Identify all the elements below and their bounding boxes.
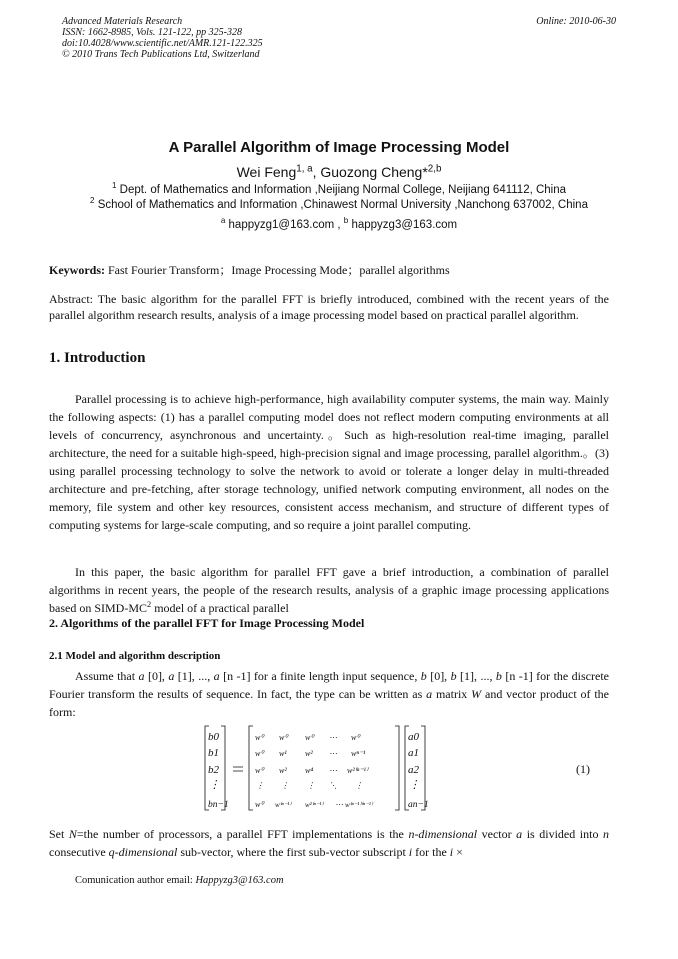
email-a: happyzg1@163.com , bbox=[225, 219, 344, 231]
aff-1-text: Dept. of Mathematics and Information ,Neijiang Normal College, Neijiang 641112, China bbox=[116, 184, 567, 196]
intro-paragraph-2 bbox=[49, 563, 609, 617]
set-t4: is divided into bbox=[522, 827, 603, 841]
footnote bbox=[75, 875, 284, 886]
lhs-3: ⋮ bbox=[209, 779, 220, 791]
footnote-label: Comunication author email: bbox=[75, 875, 196, 886]
var-b: b bbox=[495, 669, 502, 683]
model-t3: [1], ..., bbox=[174, 669, 214, 683]
set-t7: for the bbox=[412, 845, 450, 859]
lhs-4: bn−1 bbox=[208, 800, 229, 810]
m-2-0: w⁰ bbox=[255, 766, 264, 775]
set-t1: Set bbox=[49, 827, 69, 841]
m-4-0: w⁰ bbox=[255, 800, 264, 809]
rhs-vector bbox=[408, 731, 429, 810]
m-2-3: ⋯ bbox=[329, 766, 337, 775]
rhs-right-bracket bbox=[421, 726, 425, 810]
intro-p2-sup: 2 bbox=[147, 600, 152, 609]
rhs-2: a2 bbox=[408, 764, 419, 776]
m-0-3: ⋯ bbox=[329, 733, 337, 742]
var-a: a bbox=[138, 669, 145, 683]
footnote-email: Happyzg3@163.com bbox=[195, 875, 284, 886]
matrix-body bbox=[255, 733, 374, 809]
set-t5: consecutive bbox=[49, 845, 109, 859]
n-dimensional: n-dimensional bbox=[408, 827, 478, 841]
equation-number: (1) bbox=[576, 762, 590, 776]
affiliation-1 bbox=[0, 181, 678, 196]
matrix-right-bracket bbox=[395, 726, 399, 810]
intro-p2-tail: model of a practical parallel bbox=[151, 601, 289, 615]
m-2-1: w² bbox=[279, 766, 287, 775]
lhs-vector bbox=[208, 731, 229, 810]
model-t6: [1], ..., bbox=[456, 669, 496, 683]
model-t8: matrix bbox=[432, 687, 472, 701]
model-t1: Assume that bbox=[75, 669, 139, 683]
set-t2: =the number of processors, a parallel FFT implementations is the bbox=[76, 827, 409, 841]
section-2-heading: 2. Algorithms of the parallel FFT for Image Processing Model bbox=[49, 616, 365, 630]
section-2-1-heading: 2.1 Model and algorithm description bbox=[49, 650, 221, 662]
m-1-3: ⋯ bbox=[329, 749, 337, 758]
rhs-0: a0 bbox=[408, 731, 419, 743]
keywords-label: Keywords: bbox=[49, 263, 105, 277]
intro-p2-text: In this paper, the basic algorithm for parallel FFT gave a brief introduction, a combination of parallel algorithms in recent years, the people of the research results, analysis of a graphic image processing applications based on SIMD-MC bbox=[49, 565, 609, 615]
set-t6: sub-vector, where the first sub-vector subscript bbox=[177, 845, 409, 859]
m-4-2: w²⁽ⁿ⁻¹⁾ bbox=[305, 801, 324, 809]
m-1-1: w¹ bbox=[279, 749, 287, 758]
author-emails bbox=[0, 216, 678, 231]
journal-doi: doi:10.4028/www.scientific.net/AMR.121-122.325 bbox=[62, 38, 263, 49]
m-1-0: w⁰ bbox=[255, 749, 264, 758]
m-3-0: ⋮ bbox=[256, 781, 264, 790]
m-0-4: w⁰ bbox=[351, 733, 360, 742]
var-a: a bbox=[426, 687, 433, 701]
aff-2-sup: 2 bbox=[90, 196, 95, 206]
m-2-4: w²⁽ⁿ⁻¹⁾ bbox=[347, 766, 368, 775]
m-3-4: ⋮ bbox=[355, 781, 363, 790]
lhs-2: b2 bbox=[208, 764, 219, 776]
m-0-0: w⁰ bbox=[255, 733, 264, 742]
aff-1-sup: 1 bbox=[111, 181, 117, 191]
matrix-left-bracket bbox=[249, 726, 253, 810]
author-2: Guozong Cheng* bbox=[320, 164, 428, 180]
intro-paragraph-1: Parallel processing is to achieve high-performance, high availability computer systems, the main way. Mainly the following aspects: (1) has a parallel computing model does not reflect modern computing environments at all levels of concurrency, asynchronous and uncertainty.。Such as high-resolution real-time imaging, parallel architecture, the need for a suitable high-speed, high-precision signal and image processing, parallel algorithm.。(3) using parallel processing technology to solve the network to avoid or tolerate a longer delay in multi-threaded architecture and pre-fetching, after storage technology, unified network computing environment, all nodes on the memory, file system and other key resources, consistent access mechanism, and structure of different types of computing systems for large-scale computing, and so require a joint parallel computing. bbox=[49, 392, 609, 532]
lhs-right-bracket bbox=[221, 726, 225, 810]
m-1-2: w² bbox=[305, 749, 313, 758]
m-4-1: w⁽ⁿ⁻¹⁾ bbox=[275, 801, 292, 809]
journal-copyright: © 2010 Trans Tech Publications Ltd, Switzerland bbox=[62, 49, 260, 60]
author-sep: , bbox=[312, 164, 321, 180]
var-W: W bbox=[471, 687, 482, 701]
keywords bbox=[49, 261, 609, 279]
var-b: b bbox=[450, 669, 457, 683]
model-t5: [0], bbox=[426, 669, 451, 683]
var-a: a bbox=[516, 827, 523, 841]
aff-2-text: School of Mathematics and Information ,Chinawest Normal University ,Nanchong 637002, China bbox=[94, 199, 588, 211]
m-3-2: ⋮ bbox=[307, 781, 315, 790]
author-2-sup: 2,b bbox=[427, 163, 442, 175]
set-paragraph bbox=[49, 825, 609, 861]
abstract: Abstract: The basic algorithm for the parallel FFT is briefly introduced, combined with the recent years of the parallel algorithm research results, analysis of a image processing model based on practical parallel algorithm. bbox=[49, 292, 609, 322]
model-t4: [n -1] for a finite length input sequence, bbox=[219, 669, 421, 683]
paper-title: A Parallel Algorithm of Image Processing Model bbox=[168, 139, 510, 156]
var-i: i bbox=[408, 845, 413, 859]
rhs-1: a1 bbox=[408, 747, 419, 759]
model-t2: [0], bbox=[144, 669, 169, 683]
var-b: b bbox=[420, 669, 427, 683]
equals-sign bbox=[233, 767, 243, 771]
journal-name: Advanced Materials Research bbox=[62, 16, 183, 27]
email-a-sup: a bbox=[220, 216, 226, 226]
rhs-3: ⋮ bbox=[409, 779, 420, 791]
equation-1 bbox=[195, 722, 555, 814]
journal-issn: ISSN: 1662-8985, Vols. 121-122, pp 325-328 bbox=[62, 27, 242, 38]
set-t3: vector bbox=[477, 827, 517, 841]
model-paragraph bbox=[49, 667, 609, 721]
affiliation-2 bbox=[0, 196, 678, 211]
model-t7: [n -1] for the discrete Fourier transform the results of sequence. In fact, the type can be written as bbox=[49, 669, 609, 701]
m-0-2: w⁰ bbox=[305, 733, 314, 742]
online-date: Online: 2010-06-30 bbox=[536, 16, 616, 27]
email-b: happyzg3@163.com bbox=[348, 219, 458, 231]
m-3-1: ⋮ bbox=[281, 781, 289, 790]
m-2-2: w⁴ bbox=[305, 766, 314, 775]
var-a: a bbox=[213, 669, 220, 683]
m-1-4: wⁿ⁻¹ bbox=[351, 749, 366, 758]
keywords-text: Fast Fourier Transform；Image Processing Mode；parallel algorithms bbox=[105, 263, 450, 277]
set-t8: × bbox=[453, 845, 463, 859]
var-n: n bbox=[603, 827, 609, 841]
m-4-4: w⁽ⁿ⁻¹⁾⁽ⁿ⁻¹⁾ bbox=[345, 801, 373, 809]
m-3-3: ⋱ bbox=[329, 781, 337, 790]
rhs-4: an−1 bbox=[408, 800, 429, 810]
author-1: Wei Feng bbox=[236, 164, 297, 180]
lhs-0: b0 bbox=[208, 731, 219, 743]
q-dimensional: q-dimensional bbox=[108, 845, 178, 859]
lhs-1: b1 bbox=[208, 747, 219, 759]
m-4-3: ⋯ bbox=[335, 800, 343, 809]
var-i: i bbox=[449, 845, 454, 859]
journal-header bbox=[62, 16, 263, 60]
model-t9: and vector product of the form: bbox=[49, 687, 610, 719]
author-line bbox=[0, 164, 678, 180]
var-a: a bbox=[168, 669, 175, 683]
var-N: N bbox=[68, 827, 77, 841]
section-1-heading: 1. Introduction bbox=[49, 350, 146, 366]
author-1-sup: 1, a bbox=[296, 163, 313, 175]
m-0-1: w⁰ bbox=[279, 733, 288, 742]
email-b-sup: b bbox=[343, 216, 349, 226]
